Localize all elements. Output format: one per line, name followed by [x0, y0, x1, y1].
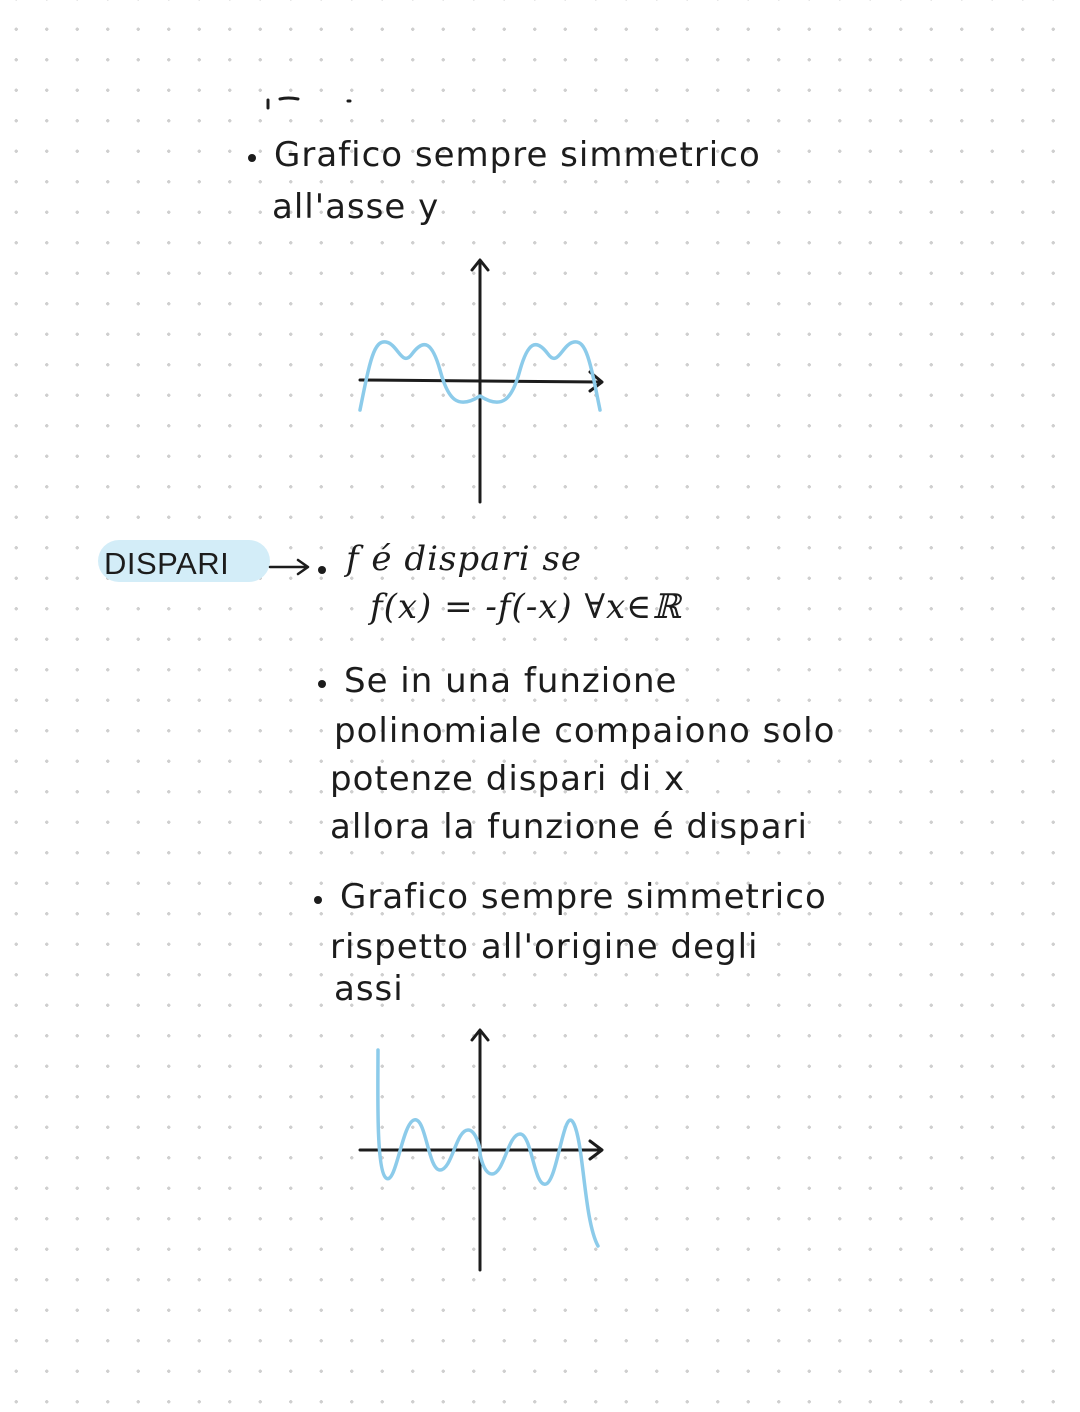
x-axis [360, 380, 600, 382]
dispari-label: DISPARI [104, 546, 230, 581]
odd-graph-note-line1: Grafico sempre simmetrico [340, 877, 827, 917]
odd-function-graph [340, 1020, 620, 1280]
bullet-dot [318, 680, 326, 688]
odd-polynomial-note-line2: polinomiale compaiono solo [334, 711, 836, 751]
truncated-heading-fragment [262, 96, 362, 110]
odd-definition-formula: f(x) = -f(-x) ∀x∈ℝ [370, 587, 682, 627]
odd-polynomial-note-line3: potenze dispari di x [330, 759, 686, 799]
bullet-dot [314, 896, 322, 904]
odd-polynomial-note-line1: Se in una funzione [344, 661, 678, 701]
odd-definition-line1: f é dispari se [346, 539, 582, 579]
odd-graph-note-line2: rispetto all'origine degli [330, 927, 759, 967]
right-arrow-icon [268, 556, 318, 578]
odd-polynomial-note-line4: allora la funzione é dispari [330, 807, 808, 847]
odd-curve [378, 1050, 598, 1246]
even-graph-note-line1: Grafico sempre simmetrico [274, 135, 761, 175]
bullet-dot [248, 154, 256, 162]
bullet-dot [318, 566, 326, 574]
even-graph-note-line2: all'asse y [272, 187, 440, 227]
odd-graph-note-line3: assi [334, 969, 404, 1009]
even-function-graph [340, 250, 620, 510]
